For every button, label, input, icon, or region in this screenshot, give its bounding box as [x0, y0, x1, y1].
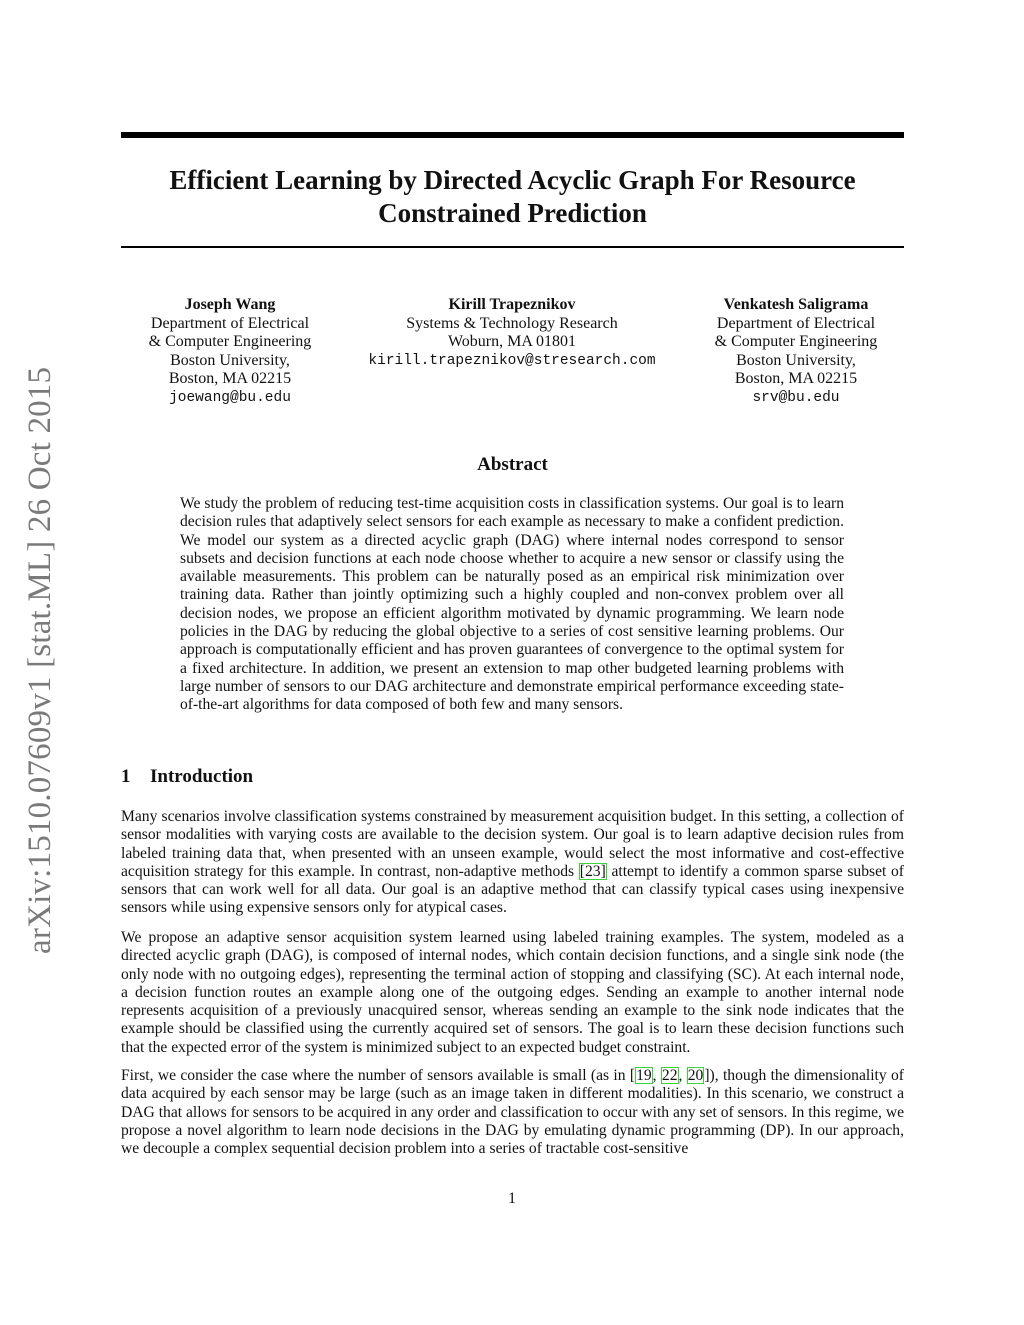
author-affiliation-line: & Computer Engineering: [148, 333, 312, 350]
author-affiliation-line: & Computer Engineering: [714, 333, 878, 350]
section-title: Introduction: [150, 766, 254, 787]
citation-link[interactable]: 22: [661, 1067, 678, 1084]
paper-title-line-1: Efficient Learning by Directed Acyclic Graph For Resource: [169, 165, 856, 195]
author-block: [120, 296, 340, 407]
citation-link[interactable]: 20: [687, 1067, 704, 1084]
arxiv-identifier-stamp: arXiv:1510.07609v1 [stat.ML] 26 Oct 2015: [22, 366, 58, 954]
author-affiliation-line: Boston, MA 02215: [734, 370, 858, 387]
page-number: 1: [508, 1190, 516, 1207]
author-email[interactable]: joewang@bu.edu: [169, 389, 291, 406]
author-email[interactable]: srv@bu.edu: [752, 389, 840, 406]
intro-paragraph: [121, 1067, 904, 1158]
title-rule-top: [121, 132, 904, 138]
author-name: Joseph Wang: [184, 296, 276, 313]
section-heading-introduction: [121, 766, 253, 788]
author-affiliation-line: Boston University,: [736, 351, 856, 369]
paragraph-text: attempt to identify a common sparse subset of sensors that can work well for all data. Our goal is an adaptive method that can classify typical cases using inexpensive sensors while using expensive sensors only for atypical cases.: [121, 862, 904, 917]
paragraph-text: First, we consider the case where the number of sensors available is small (as in [: [121, 1067, 636, 1084]
author-name: Kirill Trapeznikov: [448, 296, 576, 313]
paper-title: [121, 164, 904, 230]
paragraph-text: Many scenarios involve classification systems constrained by measurement acquisition budget. In this setting, a collection of sensor modalities with varying costs are available to the decision system. Our goal is to learn adaptive decision rules from labeled training data that, when presented with an unseen example, would select the most informative and cost-effective acquisition strategy for this example. In contrast, non-adaptive methods: [121, 808, 904, 880]
paragraph-text: ]), though the dimensionality of data acquired by each sensor may be large (such as an image taken in different modalities). In this scenario, we construct a DAG that allows for sensors to be acquired in any order and classification to occur with any set of sensors. In this regime, we propose a novel algorithm to learn node decisions in the DAG by emulating dynamic programming (DP). In our approach, we decouple a complex sequential decision problem into a series of tractable cost-sensitive: [121, 1067, 904, 1158]
author-affiliation-line: Boston, MA 02215: [168, 370, 292, 387]
abstract-heading: Abstract: [477, 454, 548, 475]
title-rule-bottom: [121, 246, 904, 248]
citation-separator: ,: [678, 1067, 687, 1084]
author-affiliation-line: Department of Electrical: [716, 314, 876, 332]
intro-paragraph: We propose an adaptive sensor acquisition system learned using labeled training examples. The system, modeled as a directed acyclic graph (DAG), is composed of internal nodes, which contain decision functions, and a single sink node (the only node with no outgoing edges), representing the terminal action of stopping and classifying (SC). At each internal node, a decision function routes an example along one of the outgoing edges. Sending an example to another internal node represents acquisition of a previously unacquired sensor, whereas sending an example to the sink node indicates that the example should be classified using the currently acquired set of sensors. The goal is to learn these decision functions such that the expected error of the system is minimized subject to an expected budget constraint.: [121, 929, 904, 1056]
citation-separator: ,: [652, 1067, 661, 1084]
author-affiliation-line: Department of Electrical: [150, 314, 310, 332]
citation-link[interactable]: [23]: [579, 862, 606, 880]
author-affiliation-line: Woburn, MA 01801: [447, 333, 577, 350]
abstract-body: We study the problem of reducing test-time acquisition costs in classification systems. Our goal is to learn decision rules that adaptively select sensors for each example as necessary to make a confident prediction. We model our system as a directed acyclic graph (DAG) where internal nodes correspond to sensor subsets and decision functions at each node choose whether to acquire a new sensor or classify using the available measurements. This problem can be naturally posed as an empirical risk minimization over training data. Rather than jointly optimizing such a highly coupled and non-convex problem over all decision nodes, we propose an efficient algorithm motivated by dynamic programming. We learn node policies in the DAG by reducing the global objective to a series of cost sensitive learning problems. Our approach is computationally efficient and has proven guarantees of convergence to the optimal system for a fixed architecture. In addition, we present an extension to map other budgeted learning problems with large number of sensors to our DAG architecture and demonstrate empirical performance exceeding state-of-the-art algorithms for data composed of both few and many sensors.: [180, 495, 844, 714]
section-number: 1: [121, 766, 131, 787]
intro-paragraph: [121, 808, 904, 918]
author-block: [340, 296, 684, 370]
citation-link[interactable]: 19: [636, 1067, 652, 1084]
paper-title-line-2: Constrained Prediction: [378, 198, 647, 228]
author-affiliation-line: Systems & Technology Research: [406, 314, 618, 332]
author-name: Venkatesh Saligrama: [723, 296, 869, 313]
author-affiliation-line: Boston University,: [170, 351, 290, 369]
author-block: [690, 296, 902, 407]
author-email[interactable]: kirill.trapeznikov@stresearch.com: [368, 352, 656, 369]
